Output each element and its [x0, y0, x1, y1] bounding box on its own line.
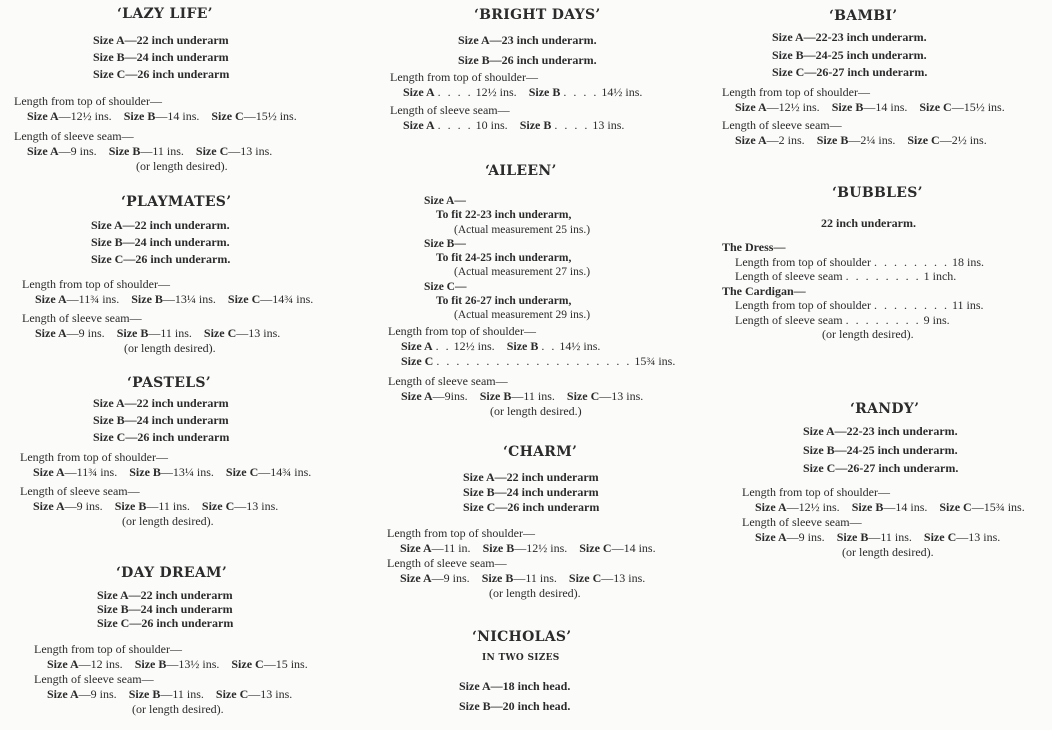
size-list	[463, 470, 599, 515]
value: —14 ins.	[155, 109, 200, 123]
size-list	[803, 422, 958, 478]
size-label: Size B	[481, 571, 514, 585]
value: —9 ins.	[431, 571, 470, 585]
size-line: Size B—24 inch underarm	[463, 485, 599, 499]
size-label: Size C	[211, 109, 244, 123]
section-title: ‘CHARM’	[503, 444, 578, 460]
note: (or length desired).	[842, 545, 934, 559]
sleeve-label: Length of sleeve seam—	[388, 374, 508, 388]
fit-line: To fit 26-27 inch underarm,	[436, 295, 572, 308]
fit-line: To fit 22-23 inch underarm,	[436, 209, 572, 222]
size-line: Size A—22 inch underarm	[463, 470, 599, 484]
sleeve-label: Length of sleeve seam—	[387, 556, 507, 570]
size-label: Size C	[225, 465, 259, 479]
size-line: Size B—26 inch underarm.	[458, 53, 597, 67]
value: 12½ ins.	[453, 339, 495, 353]
measurements	[34, 642, 308, 717]
size-label: Size A	[735, 133, 767, 147]
size-label: Size C	[195, 144, 229, 158]
size-label: Size A	[47, 687, 79, 701]
size-list	[93, 32, 229, 83]
size-label: Size B	[123, 109, 156, 123]
column-left	[0, 0, 350, 730]
value: 9 ins.	[923, 312, 950, 327]
size-label: Size B	[519, 118, 552, 132]
length-label: Length from top of shoulder—	[742, 485, 890, 499]
size-label: Size B	[816, 133, 849, 147]
value: —15 ins.	[263, 657, 308, 671]
section-title: ‘PLAYMATES’	[121, 194, 232, 210]
size-label: Size C	[203, 326, 237, 340]
size-label: Size A	[755, 530, 787, 544]
leader-dots: . . . . . . . .	[873, 254, 949, 269]
size-line: Size C—26-27 inch underarm.	[803, 461, 959, 475]
size-line: Size C—26 inch underarm	[97, 616, 234, 630]
size-label: Size C	[919, 100, 952, 114]
value: —11 ins.	[160, 687, 204, 701]
measurements	[390, 70, 642, 133]
section-title: ‘BAMBI’	[829, 8, 898, 24]
size-list	[459, 676, 570, 716]
section-title: ‘AILEEN’	[485, 163, 557, 179]
size-label: Size A	[35, 292, 67, 306]
section-title: ‘DAY DREAM’	[116, 565, 228, 581]
size-label: Size A	[401, 339, 433, 353]
size-label: Size C	[939, 500, 972, 514]
size-line: Size B—24 inch underarm	[93, 413, 229, 427]
length-label: Length from top of shoulder	[735, 254, 871, 269]
size-label: Size A	[401, 389, 433, 403]
size-list	[97, 588, 233, 630]
measurements	[20, 450, 311, 529]
size-line: Size B—24 inch underarm.	[91, 235, 230, 249]
measurements	[722, 85, 1005, 148]
length-label: Length from top of shoulder—	[390, 70, 538, 84]
value: —13¼ ins.	[162, 292, 216, 306]
size-label: Size C	[215, 687, 249, 701]
size-line: Size A—22 inch underarm.	[91, 218, 230, 232]
size-label: Size C	[568, 571, 602, 585]
size-label: Size B	[836, 530, 869, 544]
length-label: Length from top of shoulder—	[14, 94, 162, 108]
measurements	[22, 277, 313, 356]
value: —9 ins.	[78, 687, 117, 701]
value: —11¾ ins.	[64, 465, 118, 479]
value: —13 ins.	[601, 571, 646, 585]
size-label: Size C	[566, 389, 600, 403]
size-label: Size A	[27, 144, 59, 158]
value: —12½ ins.	[786, 500, 840, 514]
sleeve-label: Length of sleeve seam—	[390, 103, 510, 117]
note: (or length desired.)	[490, 404, 582, 418]
size-label: Size B	[128, 687, 161, 701]
length-label: Length from top of shoulder—	[387, 526, 535, 540]
size-label: Size C	[201, 499, 235, 513]
note: (or length desired).	[489, 586, 581, 600]
sleeve-label: Length of sleeve seam	[735, 312, 843, 327]
size-label: Size A	[27, 109, 59, 123]
size-label: Size A	[735, 100, 767, 114]
value: —13½ ins.	[166, 657, 220, 671]
value: 14½ ins.	[601, 85, 643, 99]
size-label: Size A	[403, 85, 435, 99]
value: —11 ins.	[146, 499, 190, 513]
fit-line: To fit 24-25 inch underarm,	[436, 252, 572, 265]
value: —11 ins.	[513, 571, 557, 585]
length-label: Length from top of shoulder—	[22, 277, 170, 291]
note: (or length desired).	[136, 159, 228, 173]
size-line: Size A—22 inch underarm	[93, 396, 229, 410]
size-label: Size A	[47, 657, 79, 671]
size-label: Size B	[116, 326, 149, 340]
leader-dots: . . . .	[554, 118, 590, 132]
actual-line: (Actual measurement 25 ins.)	[454, 223, 591, 236]
section-title: ‘NICHOLAS’	[472, 629, 572, 645]
size-line: Size B—24 inch underarm	[93, 50, 229, 64]
leader-dots: . . . . . . . .	[845, 312, 921, 327]
size-line: Size B—24 inch underarm	[97, 602, 233, 616]
value: —11 ins.	[148, 326, 192, 340]
size-label: Size B	[851, 500, 884, 514]
sleeve-label: Length of sleeve seam—	[14, 129, 134, 143]
section-title: ‘RANDY’	[850, 401, 920, 417]
size-label: Size B	[506, 339, 539, 353]
value: 11 ins.	[951, 298, 984, 312]
value: 14½ ins.	[559, 339, 601, 353]
measurements	[722, 240, 984, 342]
value: 10 ins.	[475, 118, 508, 132]
size-label: Size C	[907, 133, 940, 147]
sleeve-label: Length of sleeve seam—	[20, 484, 140, 498]
size-label: Size A	[403, 118, 435, 132]
value: —12½ ins.	[514, 541, 568, 555]
size-label: Size B	[831, 100, 864, 114]
value: —13 ins.	[248, 687, 293, 701]
cardigan-label: The Cardigan—	[722, 283, 806, 298]
section-title: ‘BRIGHT DAYS’	[474, 7, 601, 23]
size-label: Size B	[131, 292, 163, 306]
sleeve-label: Length of sleeve seam—	[742, 515, 862, 529]
size-label: Size A	[33, 465, 65, 479]
size-line: Size A—18 inch head.	[459, 679, 571, 693]
section-title: ‘LAZY LIFE’	[117, 6, 213, 22]
size-list	[91, 217, 230, 268]
size-line: Size A—22 inch underarm	[97, 588, 233, 602]
value: —9 ins.	[66, 326, 105, 340]
size-line: 22 inch underarm.	[821, 216, 917, 230]
length-label: Length from top of shoulder—	[20, 450, 168, 464]
sleeve-label: Length of sleeve seam—	[22, 311, 142, 325]
size-line: Size B—24-25 inch underarm.	[803, 442, 958, 457]
actual-line: (Actual measurement 27 ins.)	[454, 266, 591, 279]
value: —15½ ins.	[951, 100, 1005, 114]
value: —14 ins.	[883, 500, 928, 514]
value: —2¼ ins.	[848, 133, 896, 147]
value: 12½ ins.	[475, 85, 517, 99]
value: —9 ins.	[58, 144, 97, 158]
size-label: Size B	[129, 465, 161, 479]
value: —9 ins.	[64, 499, 103, 513]
value: —11 ins.	[868, 530, 912, 544]
size-label: Size C—	[424, 280, 467, 293]
note: (or length desired).	[122, 514, 214, 528]
value: —14¾ ins.	[258, 465, 312, 479]
size-label: Size C	[231, 657, 264, 671]
value: —11¾ ins.	[66, 292, 120, 306]
value: —2½ ins.	[939, 133, 987, 147]
value: —13¼ ins.	[160, 465, 214, 479]
value: —13 ins.	[956, 530, 1001, 544]
size-label: Size C	[227, 292, 261, 306]
size-label: Size A—	[424, 195, 466, 207]
size-label: Size A	[35, 326, 67, 340]
size-line: Size A—22-23 inch underarm.	[803, 424, 958, 438]
size-label: Size A	[33, 499, 65, 513]
size-label: Size B	[482, 541, 515, 555]
value: —13 ins.	[599, 389, 644, 403]
size-label: Size C	[579, 541, 612, 555]
size-label: Size B	[528, 85, 561, 99]
size-label: Size B	[479, 389, 512, 403]
leader-dots: . . . . . . . .	[845, 269, 921, 283]
length-label: Length from top of shoulder—	[722, 85, 870, 99]
value: —14 ins.	[863, 100, 908, 114]
size-line: Size C—26 inch underarm	[93, 67, 230, 81]
actual-line: (Actual measurement 29 ins.)	[454, 309, 591, 322]
size-line: Size C—26 inch underarm	[93, 430, 230, 444]
value: —12 ins.	[78, 657, 123, 671]
sleeve-label: Length of sleeve seam—	[722, 118, 842, 132]
size-list	[93, 395, 229, 446]
sleeve-label: Length of sleeve seam	[735, 269, 843, 283]
section-title: ‘BUBBLES’	[832, 185, 923, 201]
value: —15¾ ins.	[971, 500, 1025, 514]
size-label: Size B	[108, 144, 141, 158]
size-label: Size A	[400, 541, 432, 555]
leader-dots: . . . .	[563, 85, 599, 99]
sleeve-label: Length of sleeve seam—	[34, 672, 154, 686]
leader-dots: . . . .	[437, 118, 473, 132]
value: —14 ins.	[611, 541, 656, 555]
length-label: Length from top of shoulder—	[34, 642, 182, 656]
size-label: Size A	[755, 500, 787, 514]
measurements	[742, 485, 1025, 560]
dress-label: The Dress—	[722, 240, 786, 254]
subtitle: IN TWO SIZES	[482, 653, 560, 663]
size-details	[424, 194, 590, 323]
column-middle	[368, 0, 708, 730]
size-label: Size C	[923, 530, 957, 544]
value: 15¾ ins.	[634, 354, 676, 368]
size-line: Size A—22-23 inch underarm.	[772, 30, 927, 44]
value: 18 ins.	[951, 254, 984, 269]
value: —2 ins.	[766, 133, 805, 147]
value: —12½ ins.	[58, 109, 112, 123]
value: —9 ins.	[786, 530, 825, 544]
value: —12½ ins.	[766, 100, 820, 114]
note: (or length desired).	[822, 327, 914, 341]
size-line: Size C—26 inch underarm.	[91, 252, 231, 266]
section-title: ‘PASTELS’	[127, 375, 211, 391]
length-label: Length from top of shoulder—	[388, 324, 536, 338]
measurements: Length from top of shoulder— Size A . . 12½ ins. Size B . . 14½ ins. Size C . . . . . . . . . . . . . . . . . . . . 15¾ ins. Length of sleeve seam— Size A—9ins. Size B—11 ins. Size C—13 ins. (or length desired.)	[388, 324, 676, 418]
value: —13 ins.	[234, 499, 279, 513]
value: —13 ins.	[236, 326, 281, 340]
size-list	[772, 29, 927, 82]
size-label: Size C	[401, 354, 434, 368]
note: (or length desired).	[124, 341, 216, 355]
value: —11 ins.	[140, 144, 184, 158]
column-right	[710, 0, 1052, 730]
measurements	[14, 94, 297, 174]
size-line: Size B—24-25 inch underarm.	[772, 47, 927, 62]
value: 1 inch.	[923, 269, 957, 283]
size-label: Size B	[114, 499, 147, 513]
size-line: Size A—22 inch underarm	[93, 33, 229, 47]
length-label: Length from top of shoulder	[735, 298, 871, 312]
size-label: Size B	[134, 657, 167, 671]
leader-dots: . . . .	[437, 85, 473, 99]
value: —11 ins.	[511, 389, 555, 403]
leader-dots: . . . . . . . .	[873, 298, 949, 312]
measurements	[387, 526, 656, 601]
value: 13 ins.	[592, 118, 625, 132]
size-line: Size C—26-27 inch underarm.	[772, 65, 928, 79]
size-list	[458, 30, 597, 70]
size-label: Size B—	[424, 237, 466, 250]
size-line: Size B—20 inch head.	[459, 699, 571, 713]
size-line: Size C—26 inch underarm	[463, 500, 600, 514]
value: —13 ins.	[228, 144, 273, 158]
value: —15½ ins.	[243, 109, 297, 123]
value: —11 in.	[431, 541, 471, 555]
size-line: Size A—23 inch underarm.	[458, 33, 597, 47]
note: (or length desired).	[132, 702, 224, 716]
value: —9ins.	[432, 389, 468, 403]
value: —14¾ ins.	[260, 292, 314, 306]
size-label: Size A	[400, 571, 432, 585]
